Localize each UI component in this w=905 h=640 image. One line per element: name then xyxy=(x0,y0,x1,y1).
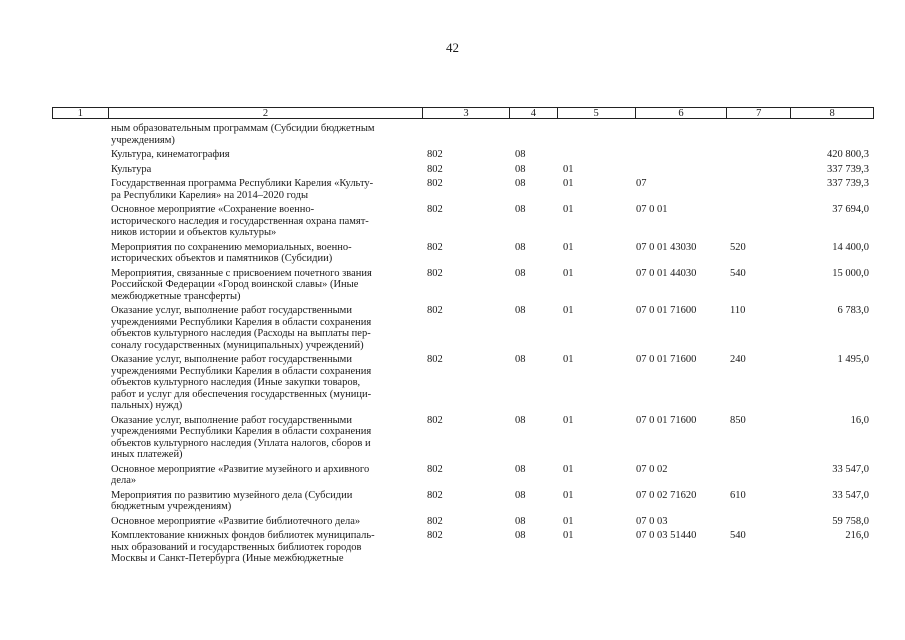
row-name-line: ников истории и объектов культуры» xyxy=(111,227,277,238)
row-name xyxy=(111,149,411,161)
table-row xyxy=(0,354,905,412)
header-col-8: 8 xyxy=(829,108,835,119)
page-number: 42 xyxy=(446,40,459,55)
row-name-line: Мероприятия по развитию музейного дела (Субсидии xyxy=(111,489,353,501)
row-target-article-code: 07 0 03 xyxy=(636,515,668,527)
header-col-2: 2 xyxy=(109,108,423,118)
row-name-line: Оказание услуг, выполнение работ государственными xyxy=(111,305,352,316)
row-target-article-code: 07 0 02 71620 xyxy=(636,489,697,501)
row-subsection-code: 01 xyxy=(563,204,574,215)
row-name-line: ра Республики Карелия» на 2014–2020 годы xyxy=(111,189,309,201)
row-target-article-code: 07 0 01 44030 xyxy=(636,267,697,279)
row-amount: 15 000,0 xyxy=(832,267,869,279)
table-row xyxy=(0,530,905,565)
row-target-article-code: 07 xyxy=(636,178,647,189)
row-name xyxy=(111,178,411,201)
row-section-code: 08 xyxy=(515,489,526,501)
row-amount: 216,0 xyxy=(845,530,869,541)
table-row xyxy=(0,490,905,513)
row-section-code: 08 xyxy=(515,305,526,316)
table-row xyxy=(0,516,905,528)
row-section-code: 08 xyxy=(515,414,526,426)
row-target-article-code: 07 0 01 71600 xyxy=(636,354,697,365)
row-amount: 59 758,0 xyxy=(832,515,869,527)
row-amount: 14 400,0 xyxy=(832,241,869,253)
row-name xyxy=(111,530,411,565)
table-row xyxy=(0,305,905,351)
row-name-line: Основное мероприятие «Развитие библиотечного дела» xyxy=(111,515,361,527)
row-amount: 37 694,0 xyxy=(832,204,869,215)
row-name-line: Российской Федерации «Город воинской славы» (Иные xyxy=(111,279,359,290)
row-name-line: Москвы и Санкт-Петербурга (Иные межбюджетные xyxy=(111,553,344,564)
header-col-1: 1 xyxy=(53,108,109,118)
row-target-article-code: 07 0 01 43030 xyxy=(636,241,697,253)
row-ved-code: 802 xyxy=(427,267,443,279)
row-amount: 16,0 xyxy=(850,414,869,426)
row-name-line: пальных) нужд) xyxy=(111,400,183,411)
row-amount: 337 739,3 xyxy=(827,163,869,175)
row-name-line: ным образовательным программам (Субсидии бюджетным xyxy=(111,123,375,134)
row-ved-code: 802 xyxy=(427,178,443,189)
row-expense-type-code: 540 xyxy=(730,530,746,541)
row-section-code: 08 xyxy=(515,267,526,279)
table-header-row xyxy=(52,107,874,119)
budget-table-body xyxy=(0,123,905,568)
row-section-code: 08 xyxy=(515,163,526,175)
table-row xyxy=(0,123,905,146)
row-ved-code: 802 xyxy=(427,305,443,316)
row-target-article-code: 07 0 03 51440 xyxy=(636,530,697,541)
row-name-line: Мероприятия, связанные с присвоением почетного звания xyxy=(111,267,372,279)
table-row xyxy=(0,204,905,239)
row-target-article-code: 07 0 02 xyxy=(636,463,668,475)
row-section-code: 08 xyxy=(515,241,526,253)
row-name-line: объектов культурного наследия (Иные закупки товаров, xyxy=(111,377,361,388)
row-ved-code: 802 xyxy=(427,463,443,475)
row-name xyxy=(111,164,411,176)
row-name-line: Государственная программа Республики Карелия «Культу- xyxy=(111,178,374,189)
row-target-article-code: 07 0 01 71600 xyxy=(636,414,697,426)
row-name-line: Культура xyxy=(111,163,152,175)
row-name-line: исторических объектов и памятников (Субсидии) xyxy=(111,253,333,264)
row-subsection-code: 01 xyxy=(563,354,574,365)
row-name-line: учреждениям) xyxy=(111,134,175,146)
row-name-line: Культура, кинематография xyxy=(111,149,230,160)
row-subsection-code: 01 xyxy=(563,267,574,279)
table-row xyxy=(0,164,905,176)
row-ved-code: 802 xyxy=(427,489,443,501)
row-name xyxy=(111,490,411,513)
row-expense-type-code: 520 xyxy=(730,241,746,253)
row-subsection-code: 01 xyxy=(563,414,574,426)
row-name-line: иных платежей) xyxy=(111,449,183,460)
table-row xyxy=(0,415,905,461)
header-col-4: 4 xyxy=(510,108,558,118)
row-name xyxy=(111,123,411,146)
row-name-line: дела» xyxy=(111,475,137,486)
row-name xyxy=(111,464,411,487)
row-amount: 33 547,0 xyxy=(832,463,869,475)
row-expense-type-code: 610 xyxy=(730,489,746,501)
row-name-line: Основное мероприятие «Развитие музейного и архивного xyxy=(111,463,370,475)
row-name xyxy=(111,268,411,303)
row-section-code: 08 xyxy=(515,178,526,189)
row-name xyxy=(111,305,411,351)
row-name-line: межбюджетные трансферты) xyxy=(111,290,241,302)
table-row xyxy=(0,149,905,161)
row-name-line: Комплектование книжных фондов библиотек муниципаль- xyxy=(111,530,375,541)
header-col-7: 7 xyxy=(727,108,791,118)
row-name-line: ных образований и государственных библиотек городов xyxy=(111,541,362,553)
row-name-line: исторического наследия и государственная охрана памят- xyxy=(111,215,369,227)
row-name-line: Оказание услуг, выполнение работ государственными xyxy=(111,414,352,426)
row-name-line: Мероприятия по сохранению мемориальных, военно- xyxy=(111,241,352,253)
row-name xyxy=(111,354,411,412)
row-subsection-code: 01 xyxy=(563,163,574,175)
row-target-article-code: 07 0 01 71600 xyxy=(636,305,697,316)
row-subsection-code: 01 xyxy=(563,489,574,501)
row-ved-code: 802 xyxy=(427,414,443,426)
header-col-5: 5 xyxy=(558,108,636,118)
row-ved-code: 802 xyxy=(427,354,443,365)
row-expense-type-code: 110 xyxy=(730,305,746,316)
row-name-line: Основное мероприятие «Сохранение военно- xyxy=(111,204,315,215)
table-row xyxy=(0,464,905,487)
row-section-code: 08 xyxy=(515,463,526,475)
row-subsection-code: 01 xyxy=(563,178,574,189)
row-ved-code: 802 xyxy=(427,530,443,541)
row-target-article-code: 07 0 01 xyxy=(636,204,668,215)
row-subsection-code: 01 xyxy=(563,305,574,316)
row-name xyxy=(111,204,411,239)
header-col-3: 3 xyxy=(423,108,510,118)
row-ved-code: 802 xyxy=(427,515,443,527)
row-name-line: бюджетным учреждениям) xyxy=(111,501,232,512)
row-amount: 33 547,0 xyxy=(832,489,869,501)
row-name-line: объектов культурного наследия (Уплата налогов, сборов и xyxy=(111,437,371,449)
row-subsection-code: 01 xyxy=(563,241,574,253)
table-row xyxy=(0,268,905,303)
row-subsection-code: 01 xyxy=(563,463,574,475)
row-name xyxy=(111,415,411,461)
row-subsection-code: 01 xyxy=(563,530,574,541)
row-section-code: 08 xyxy=(515,354,526,365)
row-amount: 337 739,3 xyxy=(827,178,869,189)
row-ved-code: 802 xyxy=(427,149,443,160)
row-name-line: учреждениями Республики Карелия в области сохранения xyxy=(111,365,372,377)
table-row xyxy=(0,178,905,201)
row-name xyxy=(111,516,411,528)
row-section-code: 08 xyxy=(515,204,526,215)
row-amount: 6 783,0 xyxy=(837,305,869,316)
row-expense-type-code: 850 xyxy=(730,414,746,426)
table-row xyxy=(0,242,905,265)
row-section-code: 08 xyxy=(515,149,526,160)
row-name-line: Оказание услуг, выполнение работ государственными xyxy=(111,354,352,365)
header-col-6: 6 xyxy=(636,108,728,118)
row-name-line: объектов культурного наследия (Расходы на выплаты пер- xyxy=(111,328,371,339)
row-name xyxy=(111,242,411,265)
row-ved-code: 802 xyxy=(427,241,443,253)
row-ved-code: 802 xyxy=(427,163,443,175)
row-subsection-code: 01 xyxy=(563,515,574,527)
row-expense-type-code: 240 xyxy=(730,354,746,365)
row-name-line: соналу государственных (муниципальных) учреждений) xyxy=(111,339,364,351)
row-name-line: работ и услуг для обеспечения государственных (муници- xyxy=(111,388,372,400)
row-amount: 1 495,0 xyxy=(837,354,869,365)
row-ved-code: 802 xyxy=(427,204,443,215)
row-name-line: учреждениями Республики Карелия в области сохранения xyxy=(111,426,372,437)
row-expense-type-code: 540 xyxy=(730,267,746,279)
row-name-line: учреждениями Республики Карелия в области сохранения xyxy=(111,316,372,328)
row-section-code: 08 xyxy=(515,515,526,527)
row-section-code: 08 xyxy=(515,530,526,541)
row-amount: 420 800,3 xyxy=(827,149,869,160)
